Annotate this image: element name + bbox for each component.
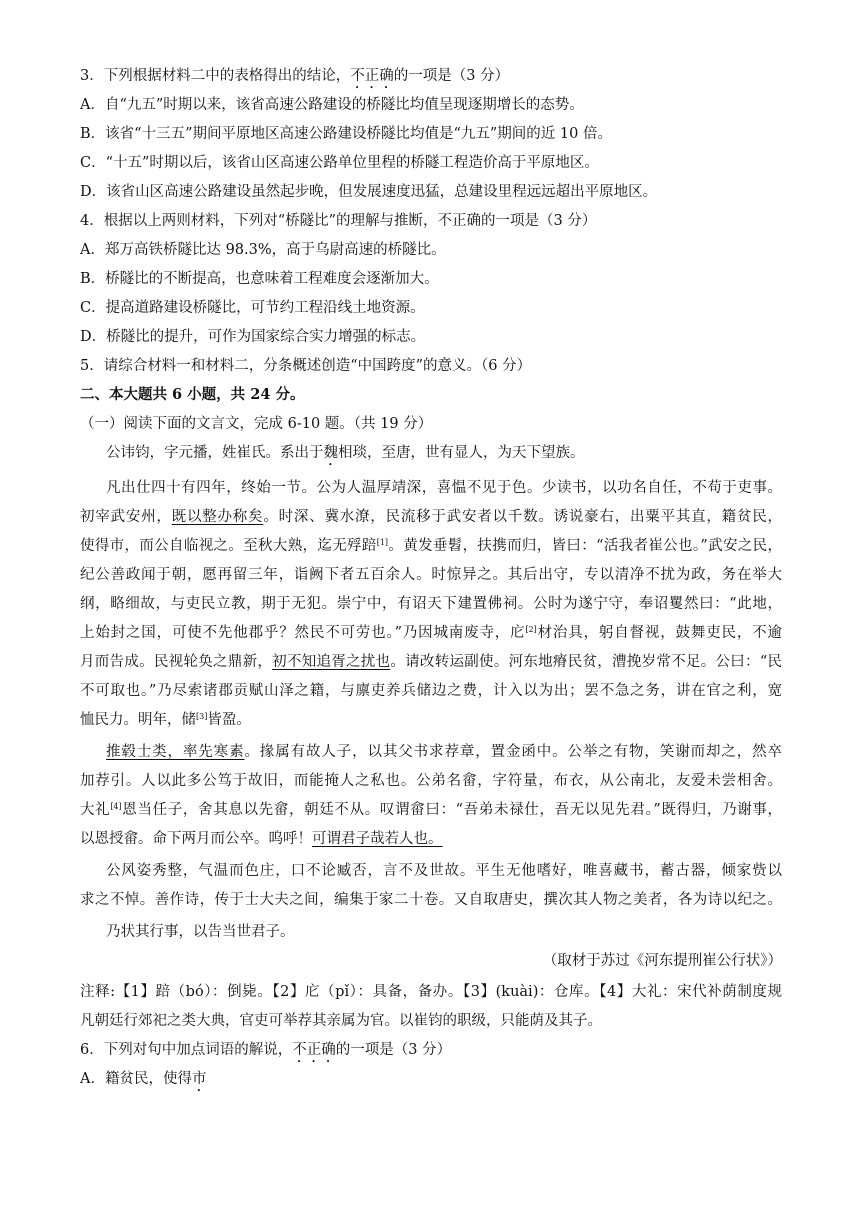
emphasis-word: 臧否 [336,863,368,879]
q4-option-c: C．提高道路建设桥隧比，可节约工程沿线土地资源。 [80,300,425,316]
q3-option-d: D．该省山区高速公路建设虽然起步晚，但发展速度迅猛，总建设里程远远超出平原地区。 [80,184,658,200]
emphasis-word: 轮奂 [183,654,214,670]
underlined-sentence: 推毂士类，率先寒素 [106,744,245,760]
passage-line-12: 加荐引。人以此多公笃于故旧，而能掩人之私也。公弟名畲，字符量，布衣，从公南北，友爱未尝相舍。 [80,773,782,789]
q3-stem [80,66,782,92]
passage-line-3: 初宰武安州，既以整办称矣。时深、冀水潦，民流移于武安者以千数。诱说豪右，出粟平其直，籍贫民， [80,509,782,525]
q4-option-d: D．桥隧比的提升，可作为国家综合实力增强的标志。 [80,329,426,345]
passage-line-15: 公风姿秀整，气温而色庄，口不论臧否，言不及世故。平生无他嗜好，唯喜藏书，蓄古器，倾家赀以 [106,863,782,879]
q3-option-c: C．“十五”时期以后，该省山区高速公路单位里程的桥隧工程造价高于平原地区。 [80,155,599,171]
footnote-ref-4: [4] [110,802,122,811]
passage-line-16: 求之不悼。善作诗，传于士大夫之间，编集于家二十卷。又自取唐史，撰次其人物之美者，各为诗以纪之。 [80,892,782,908]
passage-line-8: 月而告成。民视轮奂之鼎新，初不知追胥之扰也。请改转运副使。河东地瘠民贫，漕挽岁常不足。公曰：“民 [80,654,782,670]
passage-line-4: 使得市，而公自临视之。至秋大熟，迄无殍踣[1]。黄发垂髫，扶携而归，皆曰：“活我者崔公也。”武安之民， [80,538,782,554]
section-heading: 二、本大题共 6 小题，共 24 分。 [80,386,305,403]
q3-option-b: B．该省“十三五”期间平原地区高速公路建设桥隧比均值是“九五”期间的近 10 倍。 [80,126,612,142]
passage-line-10: 恤民力。明年，储[3]皆盈。 [80,712,251,728]
passage-line-1: 公讳钧，字元播，姓崔氏。系出于魏相琰，至唐，世有显人，为天下望族。 [106,445,585,461]
footnote-ref-1: [1] [376,538,389,547]
passage-line-7: 上始封之国，可使不先他郡乎？然民不可劳也。”乃因城南废寺，庀[2]材治具，躬自督视，鼓舞吏民，不逾 [80,625,782,641]
q3-stem-score: 的一项是（3 分） [393,68,510,84]
passage-line-5: 纪公善政闻于朝，愿再留三年，诣阙下者五百余人。时惊异之。其后出守，专以清净不扰为政，务在举大 [80,567,782,583]
passage-line-6: 纲，略细故，与吏民立教，期于无犯。崇宁中，有诏天下建置佛祠。公时为遂宁守，奉诏矍然曰：“此地， [80,596,782,612]
emphasis-word: 笑谢 [659,744,691,760]
q3-option-a: A．自“九五”时期以来，该省高速公路建设的桥隧比均值呈现逐期增长的态势。 [80,97,584,113]
passage-line-14: 以恩授畲。命下两月而公卒。呜呼！可谓君子哉若人也。 [80,831,443,847]
passage-line-11: 推毂士类，率先寒素。掾属有故人子，以其父书求荐章，置金函中。公举之有物，笑谢而却之，然卒 [106,744,782,760]
annotation-line-2: 凡朝廷行郊祀之类大典，官吏可举荐其亲属为官。以崔钧的职级，只能荫及其子。 [80,1013,602,1029]
q3-stem-emphasis: 不正确 [350,68,394,84]
q6-stem [80,1040,782,1066]
footnote-ref-2: [2] [525,625,537,634]
emphasis-word: 魏 [323,445,338,461]
passage-source: （取材于苏过《河东提刑崔公行状》） [542,953,782,969]
emphasis-word: 市 [109,538,125,554]
underlined-sentence: 初不知追胥之扰也 [272,654,391,670]
q4-stem: 4．根据以上两则材料，下列对“桥隧比”的理解与推断，不正确的一项是（3 分） [80,213,597,229]
underlined-sentence: 可谓君子哉若人也。 [312,831,443,847]
q6-stem-score: 的一项是（3 分） [335,1042,452,1058]
underlined-sentence: 既以整办称矣 [171,509,264,525]
passage-line-2: 凡出仕四十有四年，终始一节。公为人温厚靖深，喜愠不见于色。少读书，以功名自任，不苟于吏事。 [106,480,782,496]
q6-stem-text: 6．下列对句中加点词语的解说， [80,1042,293,1058]
q5-stem: 5．请综合材料一和材料二，分条概述创造“中国跨度”的意义。（6 分） [80,358,532,374]
q6-stem-emphasis: 不正确 [292,1042,336,1058]
subsection-heading: （一）阅读下面的文言文，完成 6-10 题。（共 19 分） [80,416,433,432]
q6-option-a: A．籍贫民，使得市 [80,1071,207,1087]
annotation-line-1: 注释:【1】踣（bó）：倒毙。【2】庀（pǐ）：具备，备办。【3】(kuài)：仓库。【4】大礼：宋代补荫制度规 [80,984,782,1000]
passage-line-9: 不可取也。”乃尽索诸郡贡赋山泽之籍，与廪吏养兵储边之费，计入以为出；罢不急之务，讲在官之利，宽 [80,683,782,699]
emphasis-word: 朝 [304,802,320,818]
footnote-ref-3: [3] [196,712,208,721]
emphasis-word: 市 [191,1071,207,1087]
passage-line-17: 乃状其行事，以告当世君子。 [106,924,295,940]
passage-line-13: 大礼[4]恩当任子，舍其息以先畲，朝廷不从。叹谓畲曰：“吾弟未禄仕，吾无以见先君。”既得归，乃谢事， [80,802,782,818]
q3-stem-text: 3．下列根据材料二中的表格得出的结论， [80,68,351,84]
q4-option-a: A．郑万高铁桥隧比达 98.3%，高于乌尉高速的桥隧比。 [80,242,446,258]
q4-option-b: B．桥隧比的不断提高，也意味着工程难度会逐渐加大。 [80,271,439,287]
